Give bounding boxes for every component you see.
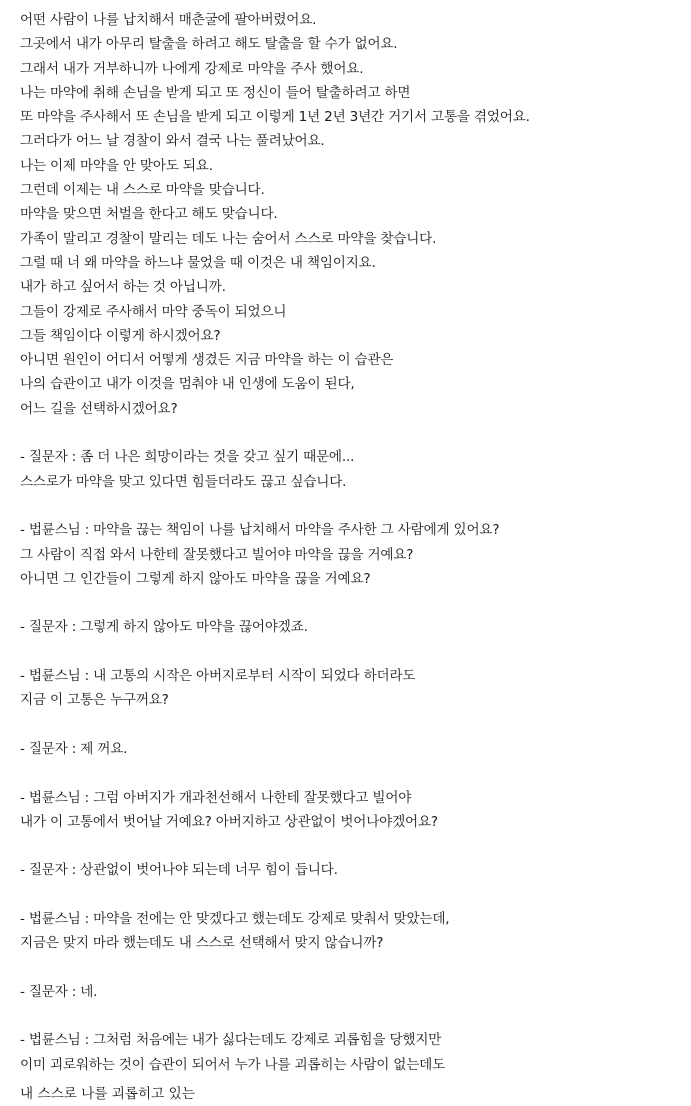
text-line: 가족이 말리고 경찰이 말리는 데도 나는 숨어서 스스로 마약을 찾습니다. <box>20 230 437 247</box>
text-line: 또 마약을 주사해서 또 손님을 받게 되고 이렇게 1년 2년 3년간 거기서 고통을 겪었어요. <box>20 109 530 126</box>
text-line: 스스로가 마약을 맞고 있다면 힘들더라도 끊고 싶습니다. <box>20 473 347 490</box>
text-line: 내가 이 고통에서 벗어날 거예요? 아버지하고 상관없이 벗어나야겠어요? <box>20 813 438 830</box>
paragraph-gap <box>20 834 683 858</box>
text-line: 어느 길을 선택하시겠어요? <box>20 400 178 417</box>
text-line: - 질문자 : 그렇게 하지 않아도 마약을 끊어야겠죠. <box>20 619 308 636</box>
cutoff-line: 내 스스로 나를 괴롭히고 있는 <box>20 1086 195 1102</box>
text-line: - 법륜스님 : 그럼 아버지가 개과천선해서 나한테 잘못했다고 빌어야 <box>20 789 412 806</box>
text-line: 그러다가 어느 날 경찰이 와서 결국 나는 풀려났어요. <box>20 133 325 150</box>
text-line: - 법륜스님 : 마약을 전에는 안 맞겠다고 했는데도 강제로 맞춰서 맞았는데, <box>20 910 450 927</box>
text-line: 지금은 맞지 마라 했는데도 내 스스로 선택해서 맞지 않습니까? <box>20 935 384 952</box>
text-line: 나는 마약에 취해 손님을 받게 되고 또 정신이 들어 탈출하려고 하면 <box>20 84 411 101</box>
paragraph-gap <box>20 494 683 518</box>
text-line: - 질문자 : 상관없이 벗어나야 되는데 너무 힘이 듭니다. <box>20 862 338 879</box>
paragraph-gap <box>20 883 683 907</box>
text-line: 그래서 내가 거부하니까 나에게 강제로 마약을 주사 했어요. <box>20 60 364 77</box>
text-line: 그곳에서 내가 아무리 탈출을 하려고 해도 탈출을 할 수가 없어요. <box>20 36 398 53</box>
text-line: 아니면 원인이 어디서 어떻게 생겼든 지금 마약을 하는 이 습관은 <box>20 352 394 369</box>
text-line: 그들이 강제로 주사해서 마약 중독이 되었으니 <box>20 303 287 320</box>
article-body <box>20 8 683 1077</box>
text-line: - 질문자 : 네. <box>20 983 98 1000</box>
text-line: - 법륜스님 : 내 고통의 시작은 아버지로부터 시작이 되었다 하더라도 <box>20 668 416 685</box>
text-line: - 법륜스님 : 마약을 끊는 책임이 나를 납치해서 마약을 주사한 그 사람에게 있어요? <box>20 522 500 539</box>
text-line: - 법륜스님 : 그처럼 처음에는 내가 싫다는데도 강제로 괴롭힘을 당했지만 <box>20 1032 442 1049</box>
paragraph-gap <box>20 640 683 664</box>
paragraph-gap <box>20 421 683 445</box>
paragraph-gap <box>20 956 683 980</box>
paragraph-gap <box>20 591 683 615</box>
paragraph-gap <box>20 713 683 737</box>
text-line: 어떤 사람이 나를 납치해서 매춘굴에 팔아버렸어요. <box>20 12 317 28</box>
text-line: - 질문자 : 좀 더 나은 희망이라는 것을 갖고 싶기 때문에... <box>20 449 355 466</box>
text-line: 나의 습관이고 내가 이것을 멈춰야 내 인생에 도움이 된다, <box>20 376 355 393</box>
text-line: 그들 책임이다 이렇게 하시겠어요? <box>20 327 221 344</box>
text-line: 그럴 때 너 왜 마약을 하느냐 물었을 때 이것은 내 책임이지요. <box>20 254 376 271</box>
text-line: 나는 이제 마약을 안 맞아도 되요. <box>20 157 213 174</box>
text-line: 이미 괴로워하는 것이 습관이 되어서 누가 나를 괴롭히는 사람이 없는데도 <box>20 1056 446 1073</box>
text-line: 지금 이 고통은 누구꺼요? <box>20 692 169 709</box>
text-line: 마약을 맞으면 처벌을 한다고 해도 맞습니다. <box>20 206 278 223</box>
text-line: - 질문자 : 제 꺼요. <box>20 740 128 757</box>
text-line: 그런데 이제는 내 스스로 마약을 맞습니다. <box>20 182 265 199</box>
text-line: 그 사람이 직접 와서 나한테 잘못했다고 빌어야 마약을 끊을 거예요? <box>20 546 414 563</box>
paragraph-gap <box>20 1004 683 1028</box>
paragraph-gap <box>20 761 683 785</box>
text-line: 아니면 그 인간들이 그렇게 하지 않아도 마약을 끊을 거예요? <box>20 570 371 587</box>
text-line: 내가 하고 싶어서 하는 것 아닙니까. <box>20 279 226 296</box>
